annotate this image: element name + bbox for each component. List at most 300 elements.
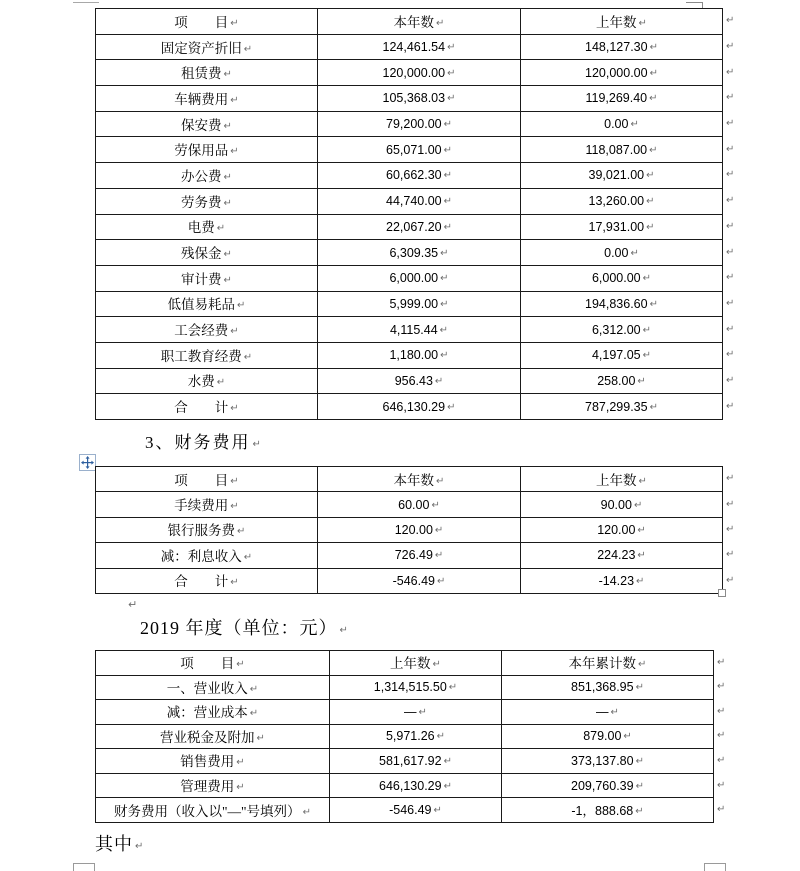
table-row: [96, 773, 714, 798]
row-label-cell: [96, 317, 318, 343]
paragraph-mark-icon: ↵: [726, 523, 735, 535]
table-resize-handle[interactable]: [718, 589, 726, 597]
paragraph-mark-icon: ↵: [726, 92, 735, 104]
move-arrows-icon: [81, 456, 94, 469]
row-label-cell-text: 电费: [187, 220, 215, 236]
header-row: [96, 467, 723, 492]
cell-end-mark-icon: ↵: [635, 682, 644, 694]
cell-end-mark-icon: ↵: [230, 326, 239, 338]
cell-end-mark-icon: ↵: [230, 146, 239, 158]
cell-end-mark-icon: ↵: [440, 298, 449, 310]
value-cell-text: 148,127.30: [585, 40, 648, 55]
value-cell-text: 646,130.29: [382, 399, 446, 414]
value-cell: [502, 675, 714, 700]
among-which-text: 其中: [95, 834, 133, 854]
value-cell-text: 581,617.92: [379, 753, 442, 768]
among-which-label: [95, 830, 144, 856]
value-cell: [318, 368, 521, 394]
cell-end-mark-icon: ↵: [223, 274, 232, 286]
cell-end-mark-icon: ↵: [637, 375, 646, 387]
paragraph-mark-icon: ↵: [717, 681, 726, 693]
section-heading-2019: [140, 614, 349, 640]
value-cell-text: 6,000.00: [591, 271, 641, 286]
value-cell: [521, 265, 723, 291]
column-header-text: 上年数: [596, 14, 637, 30]
row-label-cell: [96, 188, 318, 214]
table-row: [96, 492, 723, 517]
paragraph-mark-icon: ↵: [726, 323, 735, 335]
row-label-cell-text: 车辆费用: [174, 91, 229, 107]
value-cell: [502, 700, 714, 725]
value-cell: [521, 568, 723, 593]
boundary-mark-top-left: [73, 2, 99, 3]
value-cell: [521, 111, 723, 137]
value-cell: [318, 291, 521, 317]
cell-end-mark-icon: ↵: [223, 69, 232, 81]
column-header-text: 上年数: [596, 472, 637, 488]
value-cell: [521, 291, 723, 317]
row-label-cell: [96, 798, 330, 823]
paragraph-mark-icon: ↵: [726, 400, 735, 412]
column-header: [96, 467, 318, 492]
paragraph-mark-icon: ↵: [717, 754, 726, 766]
row-label-cell: [96, 700, 330, 725]
cell-end-mark-icon: ↵: [649, 401, 658, 413]
cell-end-mark-icon: ↵: [434, 375, 444, 387]
cell-end-mark-icon: ↵: [638, 475, 647, 487]
value-cell-text: 851,368.95: [571, 680, 634, 695]
cell-end-mark-icon: ↵: [223, 120, 232, 132]
value-cell-text: 120,000.00: [382, 65, 446, 80]
value-cell-text: 90.00: [600, 497, 632, 512]
column-header: [318, 467, 521, 492]
value-cell: [330, 675, 502, 700]
paragraph-mark-icon: ↵: [726, 574, 735, 586]
table-row: [96, 394, 723, 420]
value-cell: [318, 214, 521, 240]
column-header: [521, 9, 723, 35]
value-cell-text: —: [596, 704, 609, 719]
value-cell-text: 120.00: [597, 522, 636, 537]
value-cell-text: 209,760.39: [571, 778, 634, 793]
value-cell-text: 60.00: [398, 497, 430, 512]
value-cell: [318, 240, 521, 266]
paragraph-mark-icon: ↵: [726, 498, 735, 510]
value-cell: [521, 517, 723, 542]
finance-expense-table: [95, 466, 723, 594]
paragraph-mark-icon: ↵: [135, 841, 145, 852]
cell-end-mark-icon: ↵: [447, 42, 456, 54]
value-cell: [330, 773, 502, 798]
row-label-cell-text: 销售费用: [180, 754, 235, 770]
cell-end-mark-icon: ↵: [223, 249, 232, 261]
value-cell: [318, 188, 521, 214]
value-cell: [330, 724, 502, 749]
cell-end-mark-icon: ↵: [646, 196, 655, 208]
row-label-cell: [96, 214, 318, 240]
row-label-cell: [96, 543, 318, 568]
row-label-cell: [96, 137, 318, 163]
row-end-marks-table3: [717, 650, 725, 822]
row-label-cell-text: 一、营业收入: [166, 680, 248, 696]
value-cell: [318, 86, 521, 112]
value-cell-text: 120.00: [394, 522, 433, 537]
cell-end-mark-icon: ↵: [230, 475, 239, 487]
cell-end-mark-icon: ↵: [443, 119, 452, 131]
cell-end-mark-icon: ↵: [249, 683, 259, 695]
income-statement-table-wrap: [95, 650, 714, 823]
value-cell: [318, 543, 521, 568]
cell-end-mark-icon: ↵: [440, 247, 449, 259]
value-cell-text: 194,836.60: [585, 296, 648, 311]
value-cell-text: 956.43: [394, 373, 433, 388]
value-cell-text: 0.00: [604, 117, 629, 132]
cell-end-mark-icon: ↵: [236, 782, 245, 793]
value-cell-text: 6,312.00: [591, 322, 641, 337]
paragraph-mark-icon: ↵: [726, 118, 735, 130]
value-cell-text: 60,662.30: [386, 168, 442, 183]
cell-end-mark-icon: ↵: [443, 170, 452, 182]
cell-end-mark-icon: ↵: [630, 247, 639, 259]
cell-end-mark-icon: ↵: [447, 93, 456, 105]
table-row: [96, 342, 723, 368]
paragraph-mark-icon: ↵: [717, 779, 726, 791]
row-label-cell: [96, 86, 318, 112]
value-cell-text: -546.49: [392, 573, 435, 588]
value-cell: [502, 798, 714, 823]
value-cell-text: 646,130.29: [379, 778, 442, 793]
value-cell-text: 4,115.44: [389, 322, 438, 337]
paragraph-mark-icon: ↵: [726, 272, 735, 284]
row-label-cell-text: 管理费用: [180, 779, 235, 794]
value-cell-text: -546.49: [389, 803, 432, 818]
cell-end-mark-icon: ↵: [610, 706, 619, 718]
value-cell: [318, 137, 521, 163]
value-cell: [502, 773, 714, 798]
table-row: [96, 724, 714, 749]
cell-end-mark-icon: ↵: [638, 17, 647, 29]
table-row: [96, 317, 723, 343]
cell-end-mark-icon: ↵: [249, 708, 259, 720]
paragraph-mark-icon: ↵: [726, 143, 735, 155]
row-label-cell: [96, 34, 318, 60]
row-label-cell: [96, 492, 318, 517]
cell-end-mark-icon: ↵: [635, 780, 644, 792]
row-label-cell: [96, 394, 318, 420]
row-label-cell-text: 银行服务费: [167, 523, 236, 539]
cell-end-mark-icon: ↵: [646, 221, 655, 233]
value-cell: [318, 342, 521, 368]
row-label-cell: [96, 568, 318, 593]
row-label-cell-text: 减：利息收入: [160, 548, 242, 564]
cell-end-mark-icon: ↵: [447, 401, 456, 413]
section-heading-text: 2019 年度（单位：元）: [140, 618, 338, 638]
value-cell-text: 39,021.00: [588, 168, 645, 183]
value-cell: [330, 749, 502, 774]
row-label-cell-text: 合 计: [174, 400, 229, 416]
cell-end-mark-icon: ↵: [230, 94, 239, 106]
table-row: [96, 34, 723, 60]
cell-end-mark-icon: ↵: [443, 196, 452, 208]
value-cell: [330, 798, 502, 823]
column-header: [502, 651, 714, 676]
value-cell: [521, 492, 723, 517]
value-cell-text: 224.23: [597, 548, 636, 563]
row-label-cell: [96, 773, 330, 798]
value-cell: [521, 543, 723, 568]
header-row: [96, 9, 723, 35]
paragraph-mark-icon: ↵: [726, 549, 735, 561]
row-label-cell: [96, 111, 318, 137]
paragraph-mark-icon: ↵: [726, 473, 735, 485]
row-label-cell: [96, 60, 318, 86]
finance-expense-table-wrap: [95, 466, 723, 594]
cell-end-mark-icon: ↵: [437, 575, 446, 587]
value-cell: [521, 188, 723, 214]
table-row: [96, 86, 723, 112]
column-header-text: 本年数: [393, 472, 435, 488]
row-label-cell-text: 营业税金及附加: [160, 729, 255, 745]
cell-end-mark-icon: ↵: [256, 732, 265, 744]
value-cell-text: 13,260.00: [588, 194, 645, 209]
cell-end-mark-icon: ↵: [216, 223, 226, 235]
value-cell: [521, 240, 723, 266]
value-cell: [521, 214, 723, 240]
value-cell: [318, 111, 521, 137]
paragraph-mark-icon: ↵: [726, 349, 735, 361]
paragraph-mark-icon: ↵: [717, 730, 726, 742]
value-cell: [521, 86, 723, 112]
table-row: [96, 568, 723, 593]
column-header: [96, 9, 318, 35]
table-row: [96, 700, 714, 725]
table-row: [96, 517, 723, 542]
value-cell: [318, 34, 521, 60]
value-cell-text: 258.00: [597, 373, 636, 388]
cell-end-mark-icon: ↵: [447, 67, 456, 79]
value-cell: [502, 749, 714, 774]
cell-end-mark-icon: ↵: [642, 350, 652, 362]
cell-end-mark-icon: ↵: [637, 524, 646, 536]
column-header-text: 本年数: [393, 14, 435, 30]
value-cell: [318, 265, 521, 291]
paragraph-mark-icon: ↵: [128, 598, 138, 611]
cell-end-mark-icon: ↵: [230, 403, 239, 415]
column-header: [521, 467, 723, 492]
value-cell-text: -14.23: [598, 573, 635, 588]
value-cell-text: 5,999.00: [389, 296, 439, 311]
cell-end-mark-icon: ↵: [243, 551, 253, 563]
row-label-cell-text: 残保金: [181, 246, 222, 262]
value-cell-text: 5,971.26: [385, 729, 435, 744]
value-cell-text: 22,067.20: [386, 219, 442, 234]
cell-end-mark-icon: ↵: [443, 221, 452, 233]
value-cell-text: 119,269.40: [585, 91, 648, 106]
value-cell-text: 124,461.54: [382, 40, 446, 55]
value-cell-text: 44,740.00: [386, 194, 442, 209]
cell-end-mark-icon: ↵: [440, 350, 449, 362]
section-heading-finance-expense: [145, 428, 263, 453]
row-label-cell: [96, 749, 330, 774]
cell-end-mark-icon: ↵: [230, 577, 239, 589]
cell-end-mark-icon: ↵: [230, 501, 239, 513]
row-label-cell-text: 保安费: [181, 117, 222, 133]
cell-end-mark-icon: ↵: [434, 524, 444, 536]
cell-end-mark-icon: ↵: [418, 706, 427, 718]
cell-end-mark-icon: ↵: [236, 659, 245, 671]
cell-end-mark-icon: ↵: [440, 273, 449, 285]
row-label-cell-text: 手续费用: [174, 498, 229, 514]
income-statement-table: [95, 650, 714, 823]
table-row: [96, 60, 723, 86]
table-row: [96, 188, 723, 214]
cell-end-mark-icon: ↵: [642, 273, 652, 285]
value-cell: [521, 137, 723, 163]
value-cell: [521, 34, 723, 60]
value-cell-text: 6,000.00: [389, 271, 439, 286]
value-cell-text: 787,299.35: [585, 399, 648, 414]
cell-end-mark-icon: ↵: [623, 731, 632, 743]
paragraph-mark-icon: ↵: [726, 195, 735, 207]
cell-end-mark-icon: ↵: [237, 300, 246, 312]
cell-end-mark-icon: ↵: [230, 17, 239, 29]
cell-end-mark-icon: ↵: [642, 324, 652, 336]
row-label-cell: [96, 265, 318, 291]
cell-end-mark-icon: ↵: [223, 197, 232, 209]
value-cell-text: 118,087.00: [585, 142, 648, 157]
cell-end-mark-icon: ↵: [633, 499, 643, 511]
value-cell: [318, 394, 521, 420]
value-cell: [521, 394, 723, 420]
table-row: [96, 675, 714, 700]
column-header-text: 项 目: [174, 472, 229, 488]
cell-end-mark-icon: ↵: [243, 43, 253, 55]
value-cell: [521, 342, 723, 368]
paragraph-mark-icon: ↵: [726, 169, 735, 181]
cell-end-mark-icon: ↵: [443, 780, 452, 792]
cell-end-mark-icon: ↵: [439, 324, 449, 336]
table-move-handle[interactable]: [79, 454, 96, 471]
cell-end-mark-icon: ↵: [649, 144, 658, 156]
paragraph-mark-icon: ↵: [726, 66, 735, 78]
paragraph-mark-icon: ↵: [726, 15, 735, 27]
cell-end-mark-icon: ↵: [434, 550, 444, 562]
column-header: [330, 651, 502, 676]
value-cell-text: 4,197.05: [591, 348, 641, 363]
cell-end-mark-icon: ↵: [432, 659, 441, 671]
table-row: [96, 163, 723, 189]
column-header-text: 项 目: [174, 14, 229, 30]
cell-end-mark-icon: ↵: [448, 682, 458, 694]
table-row: [96, 137, 723, 163]
management-expense-table: [95, 8, 723, 420]
cell-end-mark-icon: ↵: [443, 755, 452, 767]
cell-end-mark-icon: ↵: [637, 550, 646, 562]
value-cell: [502, 724, 714, 749]
row-label-cell: [96, 342, 318, 368]
cell-end-mark-icon: ↵: [635, 805, 644, 817]
row-label-cell: [96, 368, 318, 394]
row-label-cell: [96, 724, 330, 749]
value-cell-text: 1,180.00: [389, 348, 439, 363]
row-label-cell: [96, 675, 330, 700]
cell-end-mark-icon: ↵: [649, 67, 658, 79]
row-label-cell-text: 劳务费: [181, 194, 222, 210]
row-label-cell-text: 财务费用（收入以"—"号填列）: [114, 803, 301, 819]
row-label-cell-text: 低值易耗品: [167, 297, 236, 313]
row-label-cell-text: 办公费: [181, 168, 222, 184]
value-cell-text: —: [404, 704, 417, 719]
value-cell: [521, 60, 723, 86]
paragraph-mark-icon: ↵: [717, 656, 726, 668]
paragraph-mark-icon: ↵: [726, 297, 735, 309]
row-end-marks-table1: [726, 8, 734, 419]
row-label-cell-text: 审计费: [181, 271, 222, 287]
table-row: [96, 214, 723, 240]
value-cell-text: 726.49: [394, 548, 433, 563]
value-cell-text: 17,931.00: [588, 219, 645, 234]
cell-end-mark-icon: ↵: [436, 17, 445, 29]
paragraph-mark-icon: ↵: [726, 374, 735, 386]
row-label-cell-text: 合 计: [174, 574, 229, 590]
row-label-cell: [96, 291, 318, 317]
row-label-cell-text: 水费: [187, 374, 215, 390]
cell-end-mark-icon: ↵: [636, 575, 645, 587]
boundary-mark-bottom-left: [73, 863, 95, 871]
value-cell-text: 6,309.35: [389, 245, 439, 260]
cell-end-mark-icon: ↵: [433, 805, 442, 817]
paragraph-mark-icon: ↵: [717, 705, 726, 717]
row-label-cell-text: 劳保用品: [174, 143, 229, 159]
cell-end-mark-icon: ↵: [635, 755, 644, 767]
table-row: [96, 543, 723, 568]
cell-end-mark-icon: ↵: [223, 171, 232, 183]
cell-end-mark-icon: ↵: [236, 757, 245, 769]
paragraph-mark-icon: ↵: [717, 804, 726, 816]
cell-end-mark-icon: ↵: [302, 806, 311, 818]
cell-end-mark-icon: ↵: [237, 526, 246, 538]
value-cell: [521, 317, 723, 343]
value-cell: [318, 317, 521, 343]
cell-end-mark-icon: ↵: [436, 475, 445, 487]
value-cell: [318, 163, 521, 189]
paragraph-mark-icon: ↵: [339, 625, 349, 636]
paragraph-mark-icon: ↵: [252, 439, 263, 450]
value-cell: [330, 700, 502, 725]
table-row: [96, 749, 714, 774]
cell-end-mark-icon: ↵: [436, 731, 446, 743]
value-cell-text: 79,200.00: [386, 117, 442, 132]
boundary-mark-bottom-right: [704, 863, 726, 871]
value-cell-text: 65,071.00: [386, 142, 442, 157]
value-cell: [521, 368, 723, 394]
table-row: [96, 265, 723, 291]
cell-end-mark-icon: ↵: [243, 351, 253, 363]
cell-end-mark-icon: ↵: [431, 499, 440, 511]
row-label-cell: [96, 240, 318, 266]
value-cell-text: 1,314,515.50: [373, 680, 447, 695]
value-cell-text: -1，888.68: [571, 803, 634, 818]
table-row: [96, 798, 714, 823]
column-header-text: 本年累计数: [568, 656, 637, 672]
value-cell: [318, 568, 521, 593]
cell-end-mark-icon: ↵: [649, 298, 658, 310]
row-label-cell: [96, 163, 318, 189]
row-label-cell-text: 工会经费: [174, 323, 229, 339]
cell-end-mark-icon: ↵: [649, 93, 658, 105]
row-label-cell: [96, 517, 318, 542]
row-label-cell-text: 固定资产折旧: [160, 40, 242, 56]
